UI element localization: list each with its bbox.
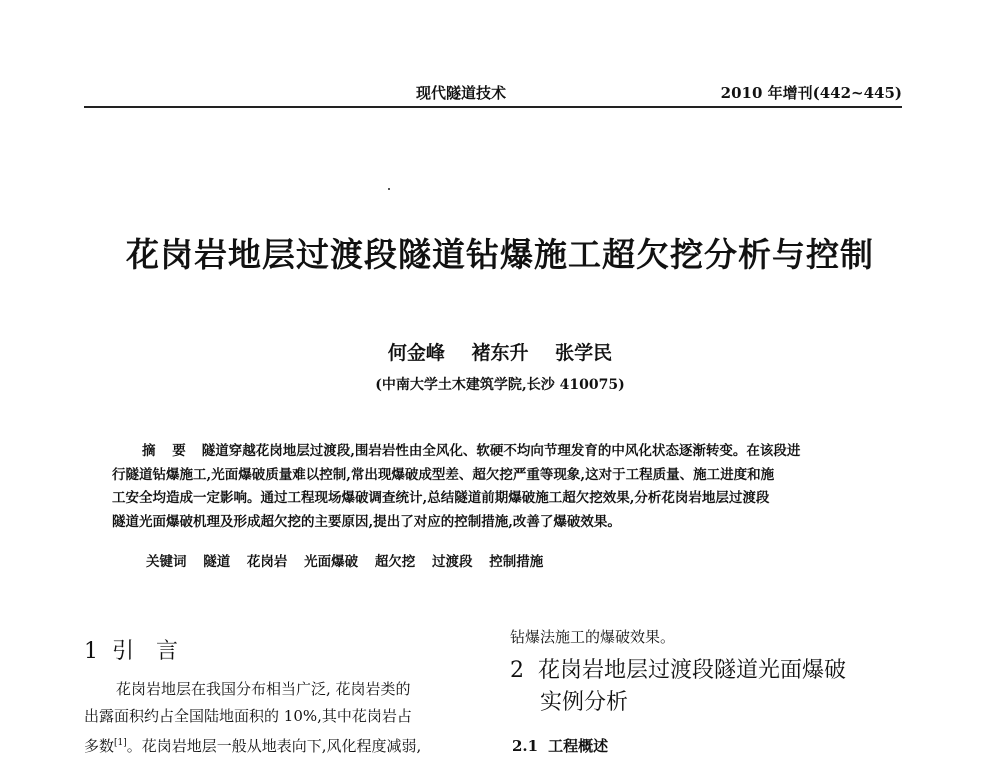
keyword: 过渡段: [432, 554, 473, 570]
section-number: 2: [510, 658, 524, 683]
section-1-body: [84, 676, 482, 760]
keyword: 花岗岩: [246, 554, 288, 570]
author-list: [0, 338, 1000, 365]
section-title: 引言: [112, 639, 201, 664]
subsection-title: 工程概述: [548, 737, 609, 755]
citation: [1]: [114, 738, 127, 748]
abstract-line: 工安全均造成一定影响。通过工程现场爆破调查统计,总结隧道前期爆破施工超欠挖效果,分析花岗岩地层过渡段: [112, 490, 770, 506]
journal-name: 现代隧道技术: [416, 84, 507, 102]
issue-info: 2010 年增刊(442~445): [720, 84, 902, 102]
section-2-heading: [510, 655, 846, 719]
abstract-line: 摘 要 隧道穿越花岗地层过渡段,围岩岩性由全风化、软硬不均向节理发育的中风化状态逐渐转变。在该段进: [142, 443, 801, 459]
section-number: 1: [84, 639, 98, 664]
abstract-label: 摘 要: [142, 443, 192, 459]
body-line: 花岗岩地层在我国分布相当广泛, 花岗岩类的: [116, 680, 411, 698]
keyword: 隧道: [203, 554, 231, 570]
keywords: [146, 550, 555, 570]
section-title-cont: 实例分析: [540, 690, 629, 715]
author-name: 何金峰: [387, 342, 445, 364]
body-line: 钻爆法施工的爆破效果。: [510, 628, 676, 646]
abstract: [112, 440, 882, 534]
abstract-line: 行隧道钻爆施工,光面爆破质量难以控制,常出现爆破成型差、超欠挖严重等现象,这对于工程质量、施工进度和施: [112, 466, 775, 483]
affiliation: (中南大学土木建筑学院,长沙 410075): [375, 377, 625, 393]
paper-title: 花岗岩地层过渡段隧道钻爆施工超欠挖分析与控制: [126, 235, 874, 274]
section-title: 花岗岩地层过渡段隧道光面爆破: [538, 658, 847, 683]
author-name: 褚东升: [471, 342, 529, 364]
subsection-2-1-heading: [512, 735, 608, 756]
body-line: 出露面积约占全国陆地面积的 10%,其中花岗岩占: [84, 707, 412, 725]
keyword: 光面爆破: [304, 554, 359, 570]
abstract-line: 隧道光面爆破机理及形成超欠挖的主要原因,提出了对应的控制措施,改善了爆破效果。: [112, 513, 621, 530]
scan-speck: [388, 188, 390, 190]
keywords-label: 关键词: [146, 554, 187, 570]
author-name: 张学民: [555, 342, 613, 364]
keyword: 超欠挖: [374, 554, 416, 570]
keyword: 控制措施: [489, 554, 544, 570]
header-rule: [84, 106, 902, 108]
section-1-heading: [84, 634, 200, 665]
subsection-number: 2.1: [512, 737, 539, 755]
body-line: 多数[1]。花岗岩地层一般从地表向下,风化程度减弱,: [84, 737, 422, 755]
